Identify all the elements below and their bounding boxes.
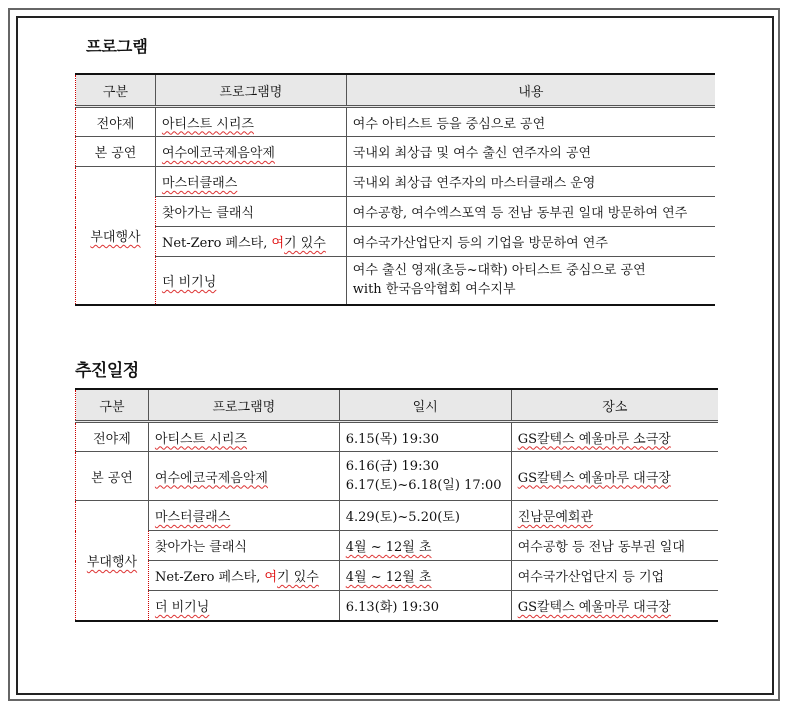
table-row [76, 167, 716, 197]
table-row [76, 257, 716, 305]
header-program-name: 프로그램명 [148, 389, 339, 422]
row-program-name: Net-Zero 페스타, 여기 있수 [155, 227, 346, 257]
row-place: 여수공항 등 전남 동부권 일대 [511, 531, 718, 561]
row-program-name: 찾아가는 클래식 [155, 197, 346, 227]
section-title-program: 프로그램 [86, 37, 148, 56]
table-row [76, 591, 719, 621]
row-program-name: 더 비기닝 [148, 591, 339, 621]
table-row [76, 452, 719, 501]
header-date: 일시 [339, 389, 511, 422]
row-program-name: 아티스트 시리즈 [148, 422, 339, 452]
row-program-name: 아티스트 시리즈 [155, 107, 346, 137]
row-place: GS칼텍스 예울마루 대극장 [511, 591, 718, 621]
row-program-name: Net-Zero 페스타, 여기 있수 [148, 561, 339, 591]
row-content: 여수공항, 여수엑스포역 등 전남 동부권 일대 방문하여 연주 [346, 197, 715, 227]
row-program-name: 찾아가는 클래식 [148, 531, 339, 561]
row-program-name: 마스터클래스 [155, 167, 346, 197]
table-row [76, 197, 716, 227]
row-date: 6.13(화) 19:30 [339, 591, 511, 621]
table-row [76, 422, 719, 452]
header-place: 장소 [511, 389, 718, 422]
header-category: 구분 [76, 389, 149, 422]
row-date: 6.16(금) 19:30 6.17(토)~6.18(일) 17:00 [339, 452, 511, 501]
row-date: 4월 ~ 12월 초 [339, 531, 511, 561]
row-category: 본 공연 [76, 137, 156, 167]
row-content: 여수국가산업단지 등의 기업을 방문하여 연주 [346, 227, 715, 257]
table-header-row [76, 74, 716, 107]
header-category: 구분 [76, 74, 156, 107]
row-content: 국내외 최상급 연주자의 마스터클래스 운영 [346, 167, 715, 197]
table-row [76, 561, 719, 591]
row-category: 전야제 [76, 422, 149, 452]
row-place: 진남문예회관 [511, 501, 718, 531]
row-category: 전야제 [76, 107, 156, 137]
table-row [76, 501, 719, 531]
row-program-name: 여수에코국제음악제 [155, 137, 346, 167]
row-category: 부대행사 [76, 167, 156, 305]
table-row [76, 227, 716, 257]
header-program-name: 프로그램명 [155, 74, 346, 107]
row-program-name: 여수에코국제음악제 [148, 452, 339, 501]
row-date: 4월 ~ 12월 초 [339, 561, 511, 591]
row-date: 6.15(목) 19:30 [339, 422, 511, 452]
row-program-name: 마스터클래스 [148, 501, 339, 531]
table-row [76, 531, 719, 561]
program-table [75, 73, 715, 306]
row-program-name: 더 비기닝 [155, 257, 346, 305]
section-title-schedule: 추진일정 [75, 361, 139, 381]
row-place: GS칼텍스 예울마루 대극장 [511, 452, 718, 501]
table-row [76, 107, 716, 137]
row-date: 4.29(토)~5.20(토) [339, 501, 511, 531]
table-row [76, 137, 716, 167]
row-place: GS칼텍스 예울마루 소극장 [511, 422, 718, 452]
header-content: 내용 [346, 74, 715, 107]
row-content: 여수 출신 영재(초등~대학) 아티스트 중심으로 공연 with 한국음악협회 여수지부 [346, 257, 715, 305]
row-place: 여수국가산업단지 등 기업 [511, 561, 718, 591]
table-header-row [76, 389, 719, 422]
schedule-table [75, 388, 718, 622]
row-content: 여수 아티스트 등을 중심으로 공연 [346, 107, 715, 137]
row-category: 본 공연 [76, 452, 149, 501]
row-category: 부대행사 [76, 501, 149, 621]
row-content: 국내외 최상급 및 여수 출신 연주자의 공연 [346, 137, 715, 167]
